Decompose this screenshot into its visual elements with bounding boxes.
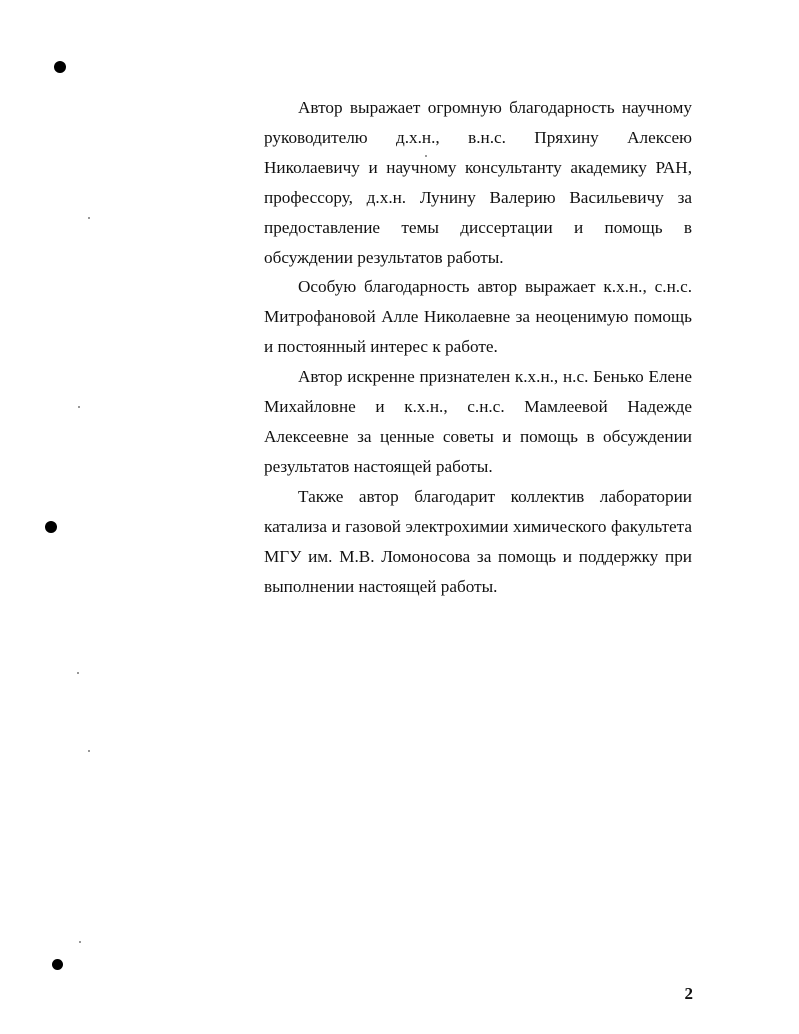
acknowledgement-paragraph-1: Автор выражает огромную благодарность научному руководителю д.х.н., в.н.с. Пряхину Алексею Николаевичу и научному консультанту академику РАН, профессору, д.х.н. Лунину Валерию Васильевичу за предоставление темы диссертации и помощь в обсуждении результатов работы. <box>264 98 692 267</box>
scan-speck <box>88 217 90 219</box>
scan-speck <box>88 750 90 752</box>
acknowledgement-paragraph-3: Автор искренне признателен к.х.н., н.с. Бенько Елене Михайловне и к.х.н., с.н.с. Мамлеевой Надежде Алексеевне за ценные советы и помощь в обсуждении результатов настоящей работы. <box>264 367 692 476</box>
binder-hole-top <box>54 61 66 73</box>
scan-speck <box>77 672 79 674</box>
scan-speck <box>78 406 80 408</box>
binder-hole-bottom <box>52 959 63 970</box>
binder-hole-middle <box>45 521 57 533</box>
scan-speck <box>79 941 81 943</box>
page-number: 2 <box>684 984 693 1003</box>
acknowledgements-text <box>264 93 692 601</box>
acknowledgement-paragraph-4: Также автор благодарит коллектив лаборатории катализа и газовой электрохимии химического факультета МГУ им. М.В. Ломоносова за помощь и поддержку при выполнении настоящей работы. <box>264 486 692 596</box>
acknowledgement-paragraph-2: Особую благодарность автор выражает к.х.н., с.н.с. Митрофановой Алле Николаевне за неоценимую помощь и постоянный интерес к работе. <box>264 277 692 357</box>
